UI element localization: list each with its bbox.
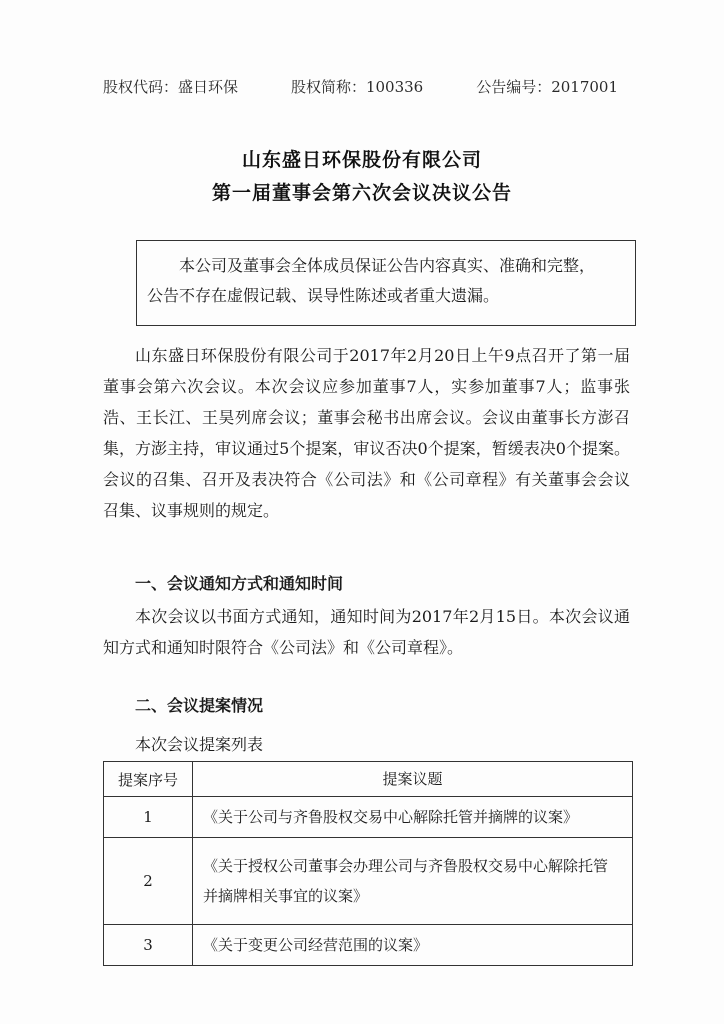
disclaimer-line-2: 公告不存在虚假记载、误导性陈述或者重大遗漏。 [147, 286, 500, 305]
header-proposal-topic: 提案议题 [193, 762, 633, 797]
stock-abbreviation: 股权简称：100336 [290, 78, 424, 96]
table-caption [103, 729, 630, 760]
table-caption-text: 本次会议提案列表 [135, 735, 264, 754]
stock-code: 股权代码：盛日环保 [103, 78, 239, 96]
announcement-title: 第一届董事会第六次会议决议公告 [211, 182, 512, 204]
document-header [103, 76, 618, 97]
table-row [104, 797, 633, 838]
proposal-no: 3 [104, 925, 193, 966]
table-row [104, 925, 633, 966]
header-proposal-no: 提案序号 [104, 762, 193, 797]
table-header-row [104, 762, 633, 797]
section-2-heading-text: 二、会议提案情况 [135, 696, 264, 715]
section-1-heading [103, 568, 630, 599]
notice-number: 公告编号：2017001 [476, 78, 618, 96]
section-1-body [103, 601, 630, 663]
intro-text: 山东盛日环保股份有限公司于2017年2月20日上午9点召开了第一届董事会第六次会议。本次会议应参加董事7人，实参加董事7人；监事张浩、王长江、王昊列席会议；董事会秘书出席会议。会议由董事长方澎召集，方澎主持，审议通过5个提案，审议否决0个提案，暂缓表决0个提案。会议的召集、召开及表决符合《公司法》和《公司章程》有关董事会会议召集、议事规则的规定。 [103, 346, 630, 520]
table-row [104, 838, 633, 925]
proposal-topic: 《关于公司与齐鲁股权交易中心解除托管并摘牌的议案》 [193, 797, 633, 838]
proposal-no: 2 [104, 838, 193, 925]
company-title: 山东盛日环保股份有限公司 [241, 149, 482, 171]
section-1-body-text: 本次会议以书面方式通知，通知时间为2017年2月15日。本次会议通知方式和通知时限符合《公司法》和《公司章程》。 [103, 607, 630, 657]
proposal-no: 1 [104, 797, 193, 838]
disclaimer-box [136, 240, 636, 326]
proposal-topic: 《关于变更公司经营范围的议案》 [193, 925, 633, 966]
section-1-heading-text: 一、会议通知方式和通知时间 [135, 574, 344, 593]
disclaimer-line-1: 本公司及董事会全体成员保证公告内容真实、准确和完整， [179, 256, 596, 275]
proposal-table [103, 761, 633, 966]
proposal-topic: 《关于授权公司董事会办理公司与齐鲁股权交易中心解除托管并摘牌相关事宜的议案》 [193, 838, 633, 925]
intro-paragraph [103, 340, 630, 526]
section-2-heading [103, 690, 630, 721]
